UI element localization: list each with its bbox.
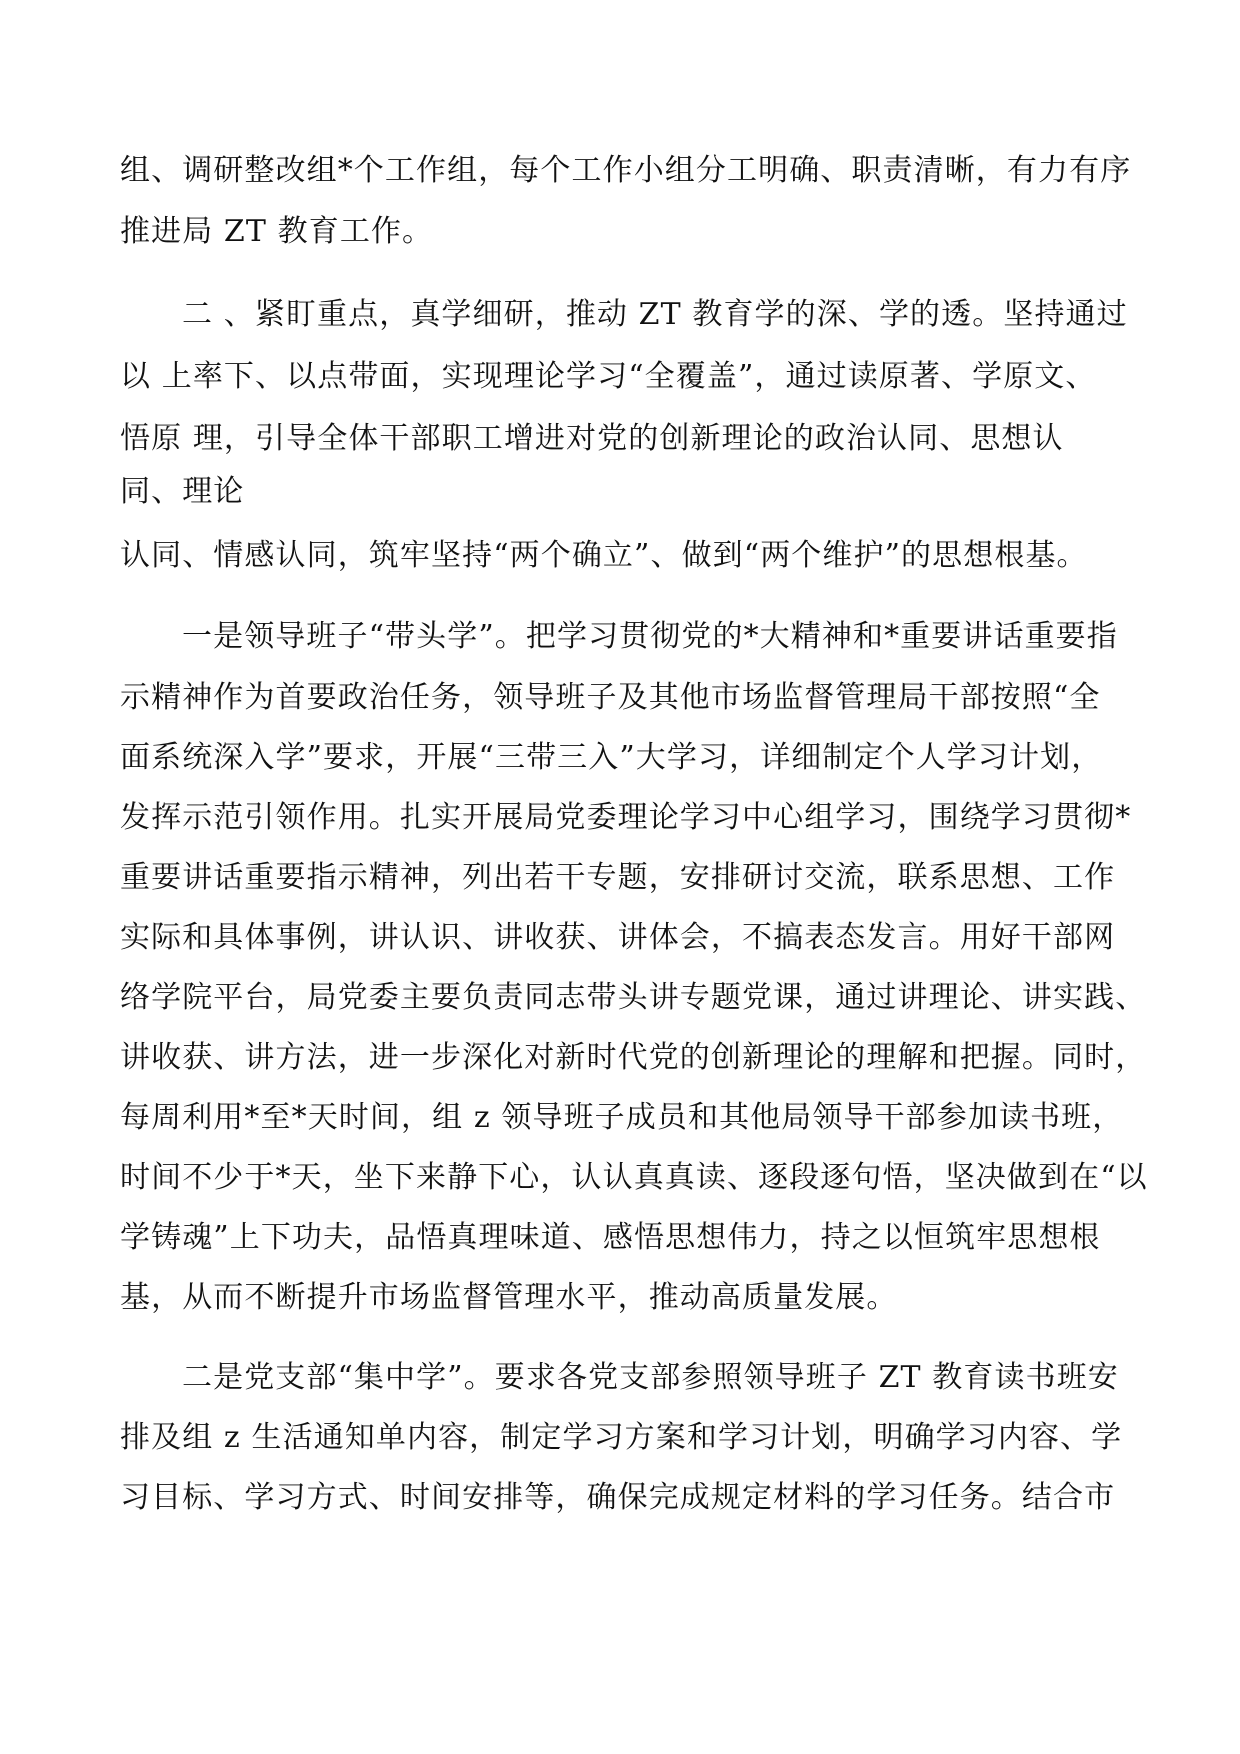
text-line: 示精神作为首要政治任务，领导班子及其他市场监督管理局干部按照“全	[120, 680, 1101, 715]
text-line: 每周利用*至*天时间，组 z 领导班子成员和其他局领导干部参加读书班，	[120, 1100, 1124, 1135]
text-line: 基，从而不断提升市场监督管理水平，推动高质量发展。	[120, 1280, 898, 1315]
text-line: 重要讲话重要指示精神，列出若干专题，安排研讨交流，联系思想、工作	[120, 860, 1116, 895]
text-line: 发挥示范引领作用。扎实开展局党委理论学习中心组学习，围绕学习贯彻*	[120, 800, 1132, 835]
text-line: 络学院平台，局党委主要负责同志带头讲专题党课，通过讲理论、讲实践、	[120, 980, 1147, 1015]
text-line: 学铸魂”上下功夫，品悟真理味道、感悟思想伟力，持之以恒筑牢思想根	[120, 1220, 1101, 1255]
text-line: 悟原 理，引导全体干部职工增进对党的创新理论的政治认同、思想认	[120, 421, 1064, 456]
text-line: 实际和具体事例，讲认识、讲收获、讲体会，不搞表态发言。用好干部网	[120, 920, 1116, 955]
text-line: 面系统深入学”要求，开展“三带三入”大学习，详细制定个人学习计划，	[120, 740, 1103, 775]
text-line: 排及组 z 生活通知单内容，制定学习方案和学习计划，明确学习内容、学	[120, 1420, 1123, 1455]
text-line: 一是领导班子“带头学”。把学习贯彻党的*大精神和*重要讲话重要指	[182, 619, 1118, 654]
text-line: 习目标、学习方式、时间安排等，确保完成规定材料的学习任务。结合市	[120, 1480, 1116, 1515]
text-line: 时间不少于*天，坐下来静下心，认认真真读、逐段逐句悟，坚决做到在“以	[120, 1160, 1148, 1195]
text-line: 同、理论	[120, 474, 245, 509]
text-line: 讲收获、讲方法，进一步深化对新时代党的创新理论的理解和把握。同时，	[120, 1040, 1147, 1075]
text-line: 认同、情感认同，筑牢坚持“两个确立”、做到“两个维护”的思想根基。	[120, 538, 1088, 573]
text-line: 推进局 ZT 教育工作。	[120, 214, 434, 249]
text-line: 组、调研整改组*个工作组，每个工作小组分工明确、职责清晰，有力有序	[120, 153, 1132, 188]
text-line: 以 上率下、以点带面，实现理论学习“全覆盖”，通过读原著、学原文、	[120, 359, 1097, 394]
text-line: 二是党支部“集中学”。要求各党支部参照领导班子 ZT 教育读书班安	[182, 1360, 1119, 1395]
text-line: 二 、紧盯重点，真学细研，推动 ZT 教育学的深、学的透。坚持通过	[182, 297, 1128, 332]
